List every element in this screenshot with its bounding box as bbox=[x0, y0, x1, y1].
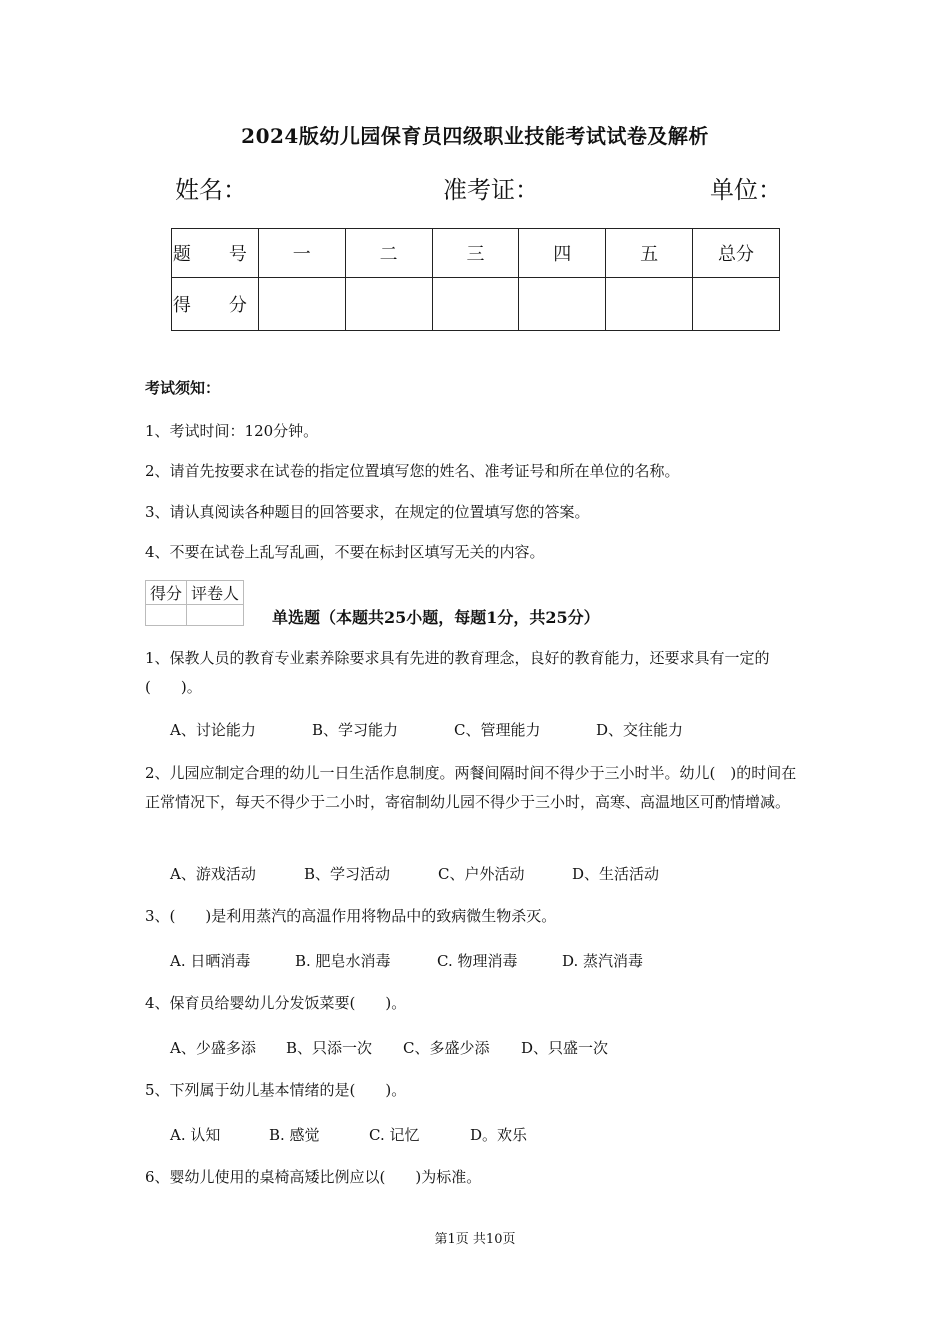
option-a[interactable]: A. 认知 bbox=[170, 1126, 221, 1144]
option-a[interactable]: A、游戏活动 bbox=[170, 865, 256, 883]
option-b[interactable]: B. 肥皂水消毒 bbox=[295, 952, 391, 970]
document-title: 2024版幼儿园保育员四级职业技能考试试卷及解析 bbox=[241, 124, 709, 148]
option-d[interactable]: D. 蒸汽消毒 bbox=[562, 952, 644, 970]
option-c[interactable]: C、多盛少添 bbox=[403, 1039, 490, 1057]
notice-item: 3、请认真阅读各种题目的回答要求，在规定的位置填写您的答案。 bbox=[145, 503, 590, 521]
question-5-text: 5、下列属于幼儿基本情绪的是( )。 bbox=[145, 1081, 407, 1099]
question-4-text: 4、保育员给婴幼儿分发饭菜要( )。 bbox=[145, 994, 407, 1012]
score-table-score-cell[interactable] bbox=[519, 278, 606, 331]
score-table-score-cell[interactable] bbox=[693, 278, 780, 331]
question-6-text: 6、婴幼儿使用的桌椅高矮比例应以( )为标准。 bbox=[145, 1168, 482, 1186]
score-table bbox=[171, 228, 780, 331]
option-b[interactable]: B. 感觉 bbox=[269, 1126, 320, 1144]
notice-item: 1、考试时间：120分钟。 bbox=[145, 422, 319, 440]
notice-item: 2、请首先按要求在试卷的指定位置填写您的姓名、准考证号和所在单位的名称。 bbox=[145, 462, 680, 480]
notice-heading: 考试须知： bbox=[145, 379, 221, 397]
option-c[interactable]: C、管理能力 bbox=[454, 721, 541, 739]
score-table-header-cell: 三 bbox=[432, 229, 519, 278]
option-c[interactable]: C、户外活动 bbox=[438, 865, 525, 883]
option-b[interactable]: B、只添一次 bbox=[286, 1039, 373, 1057]
exam-id-field-label: 准考证： bbox=[443, 176, 539, 204]
option-c[interactable]: C. 物理消毒 bbox=[437, 952, 518, 970]
score-table-header-cell: 一 bbox=[258, 229, 345, 278]
option-d[interactable]: D、只盛一次 bbox=[521, 1039, 609, 1057]
grader-box bbox=[145, 580, 244, 626]
page-footer: 第1页 共10页 bbox=[434, 1232, 516, 1247]
question-2-options bbox=[170, 863, 659, 884]
grader-name-cell[interactable] bbox=[187, 605, 244, 626]
score-table-score-label: 得 分 bbox=[172, 278, 259, 331]
question-2-text: 2、儿园应制定合理的幼儿一日生活作息制度。两餐间隔时间不得少于三小时半。幼儿( )的时间在正常情况下，每天不得少于二小时，寄宿制幼儿园不得少于三小时，高寒、高温地区可酌情增减。 bbox=[145, 764, 797, 811]
option-a[interactable]: A、少盛多添 bbox=[170, 1039, 256, 1057]
score-table-score-row bbox=[172, 278, 780, 331]
option-a[interactable]: A. 日晒消毒 bbox=[170, 952, 251, 970]
grader-name-label: 评卷人 bbox=[187, 581, 244, 605]
option-a[interactable]: A、讨论能力 bbox=[170, 721, 256, 739]
unit-field-label: 单位： bbox=[710, 176, 782, 204]
question-4-options bbox=[170, 1037, 608, 1058]
option-d[interactable]: D。欢乐 bbox=[470, 1126, 528, 1144]
score-table-score-cell[interactable] bbox=[432, 278, 519, 331]
question-5-options bbox=[170, 1124, 527, 1145]
option-c[interactable]: C. 记忆 bbox=[369, 1126, 420, 1144]
option-b[interactable]: B、学习能力 bbox=[312, 721, 399, 739]
question-1-options bbox=[170, 719, 683, 740]
grader-score-label: 得分 bbox=[146, 581, 187, 605]
score-table-header-cell: 二 bbox=[345, 229, 432, 278]
score-table-score-cell[interactable] bbox=[258, 278, 345, 331]
option-b[interactable]: B、学习活动 bbox=[304, 865, 391, 883]
score-table-header-cell: 总分 bbox=[693, 229, 780, 278]
option-d[interactable]: D、交往能力 bbox=[596, 721, 684, 739]
name-field-label: 姓名： bbox=[175, 176, 247, 204]
question-3-text: 3、( )是利用蒸汽的高温作用将物品中的致病微生物杀灭。 bbox=[145, 907, 557, 925]
notice-item: 4、不要在试卷上乱写乱画，不要在标封区填写无关的内容。 bbox=[145, 543, 545, 561]
grader-score-cell[interactable] bbox=[146, 605, 187, 626]
score-table-score-cell[interactable] bbox=[345, 278, 432, 331]
score-table-header-cell: 四 bbox=[519, 229, 606, 278]
candidate-info-row bbox=[175, 170, 785, 204]
score-table-header-cell: 五 bbox=[606, 229, 693, 278]
question-1-text: 1、保教人员的教育专业素养除要求具有先进的教育理念，良好的教育能力，还要求具有一定的( )。 bbox=[145, 649, 770, 696]
option-d[interactable]: D、生活活动 bbox=[572, 865, 660, 883]
score-table-header-row bbox=[172, 229, 780, 278]
section-title: 单选题（本题共25小题，每题1分，共25分） bbox=[272, 608, 600, 627]
question-3-options bbox=[170, 950, 643, 971]
score-table-header-label: 题 号 bbox=[172, 229, 259, 278]
score-table-score-cell[interactable] bbox=[606, 278, 693, 331]
